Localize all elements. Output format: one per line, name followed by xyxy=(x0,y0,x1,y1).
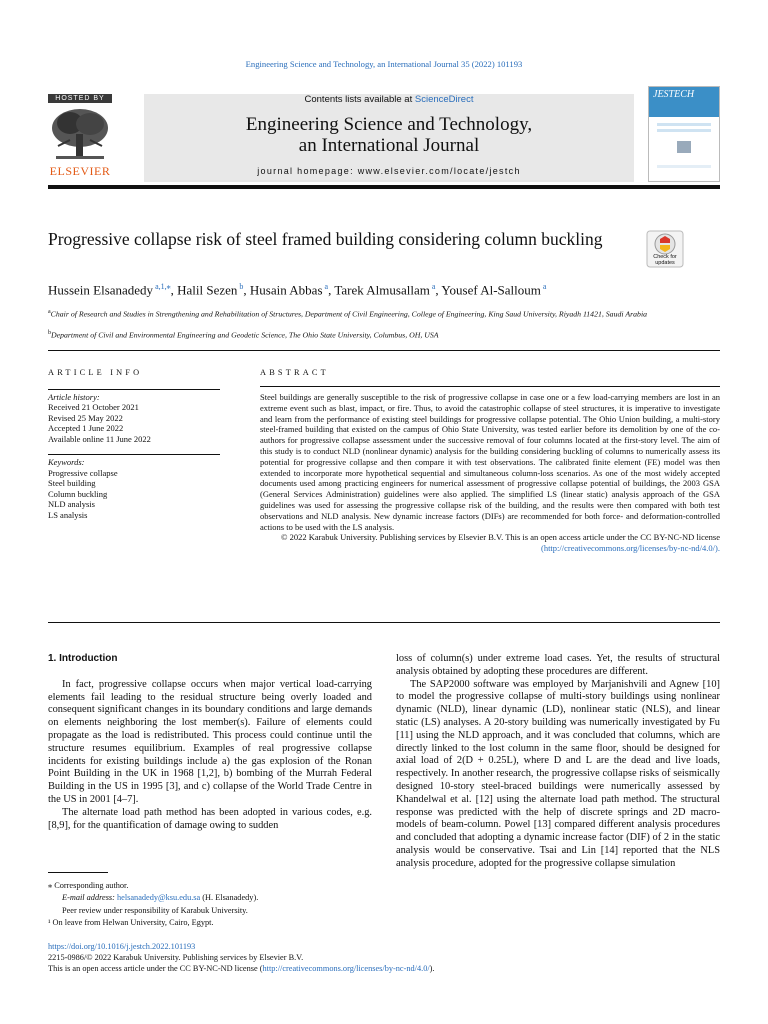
keyword-item: Column buckling xyxy=(48,488,108,499)
doi-link[interactable]: https://doi.org/10.1016/j.jestch.2022.101193 xyxy=(48,942,196,951)
author-name: Halil Sezen xyxy=(177,282,238,298)
intro-paragraph-1: In fact, progressive collapse occurs when major vertical load-carrying elements fail leading to the residual structure being overly loaded and consequent significant changes in its boundary conditions and large demands on elements neighboring the lost member(s). Failure of elements could propagate as the load is redistributed. This process could continue until the structure resumes equilibrium. Examples of real progressive collapse incidents for existing buildings include a) the gas explosion of the Ronan Point Building in the UK in 1968 [1,2], b) bombing of the Murrah Federal Building in the US in 1995 [3], and c) collapse of the World Trade Centre in the US in 2001 [4–7]. xyxy=(48,678,372,805)
history-item: Received 21 October 2021 xyxy=(48,402,139,412)
copyright-line: © 2022 Karabuk University. Publishing services by Elsevier B.V. This is an open access article under the CC BY-NC-ND license (http://creativecommons.org/licenses/by-nc-nd/4.0/). xyxy=(280,532,720,554)
journal-title: Engineering Science and Technology, an International Journal xyxy=(245,114,533,156)
keyword-item: NLD analysis xyxy=(48,499,95,509)
author-name: Husain Abbas xyxy=(249,282,323,298)
cover-art xyxy=(649,117,719,181)
elsevier-wordmark: ELSEVIER xyxy=(49,164,111,178)
license-link[interactable]: (http://creativecommons.org/licenses/by-nc-nd/4.0/). xyxy=(540,543,720,554)
footnote-rule xyxy=(48,872,108,873)
elsevier-tree-logo xyxy=(48,106,112,162)
right-paragraph-2: The SAP2000 software was employed by Marjanishvili and Agnew [10] to model the progressive collapse of multi-story buildings using nonlinear dynamic (NLD), linear dynamic (LD), nonlinear static (NLS), and linear static (LS) analyses. A 20-story building was numerically investigated by Fu [11] using the NLD approach, and it was concluded that columns, which are directly linked to the lost column in the same floor, should be designed for axial load of 2(D + 0.25L), where D and L are the dead and live loads, respectively. In another research, the progressive collapse risks of seismically designed 10-story steel-braced buildings were numerically assessed by Khandelwal et al. [12] using the alternate load path method. The structural response was predicted with the help of discrete springs and 2D macro-models of beam-column. Powel [13] compared different analysis procedures and concluded that adopting a dynamic increase factor (DIF) of 2 in the static analysis would be conservative. Tsai and Lin [14] reported that the NLS analysis procedure, adopted for the progressive collapse simulation xyxy=(396,678,720,869)
journal-banner xyxy=(48,89,720,182)
bottom-matter xyxy=(48,941,720,974)
article-info-heading: ARTICLE INFO xyxy=(48,368,143,377)
author-affiliation-mark[interactable]: a xyxy=(322,282,329,291)
affiliation-rule xyxy=(48,350,720,351)
oa-license-link[interactable]: http://creativecommons.org/licenses/by-nc-nd/4.0/ xyxy=(262,964,430,973)
keyword-item: LS analysis xyxy=(48,509,88,520)
article-info xyxy=(48,368,220,520)
abstract-end-rule xyxy=(48,622,720,623)
author-affiliation-mark[interactable]: a xyxy=(540,282,547,291)
history-item: Revised 25 May 2022 xyxy=(48,412,123,423)
history-list xyxy=(48,402,220,444)
author-affiliation-mark[interactable]: a,1,⁎ xyxy=(153,282,171,291)
issn-line: 2215-0986/© 2022 Karabuk University. Publishing services by Elsevier B.V. xyxy=(48,953,304,962)
homepage-link[interactable]: www.elsevier.com/locate/jestch xyxy=(357,166,521,176)
body-left-column xyxy=(48,653,372,832)
open-access-line: This is an open access article under the CC BY-NC-ND license (http://creativecommons.org/licenses/by-nc-nd/4.0/). xyxy=(48,964,435,973)
history-label: Article history: xyxy=(48,391,100,402)
journal-masthead xyxy=(144,94,634,182)
header-rule xyxy=(48,185,720,189)
affiliation-a: $^a$Chair of Research and Studies in Strengthening and Rehabilitation of Structures, Department of Civil Engineering, College of Engineering, King Saud University, Riyadh 11421, Saudi Arabia xyxy=(48,309,648,319)
sciencedirect-link[interactable]: ScienceDirect xyxy=(414,94,474,105)
on-leave-note: ¹ On leave from Helwan University, Cairo, Egypt. xyxy=(48,918,214,928)
body-right-column xyxy=(396,653,720,871)
info-rule-top xyxy=(48,389,220,390)
author-list: Hussein Elsanadedy $^{a,1,⁎}$, Halil Sezen $^b$, Husain Abbas $^a$, Tarek Almusallam $^a$, Yousef Al-Salloum $^a$ xyxy=(48,282,547,298)
affiliation-b: $^b$Department of Civil and Environmental Engineering and Geodetic Science, The Ohio State University, Columbus, OH, USA xyxy=(48,330,439,340)
author-name: Tarek Almusallam xyxy=(334,282,430,298)
right-paragraph-1: loss of column(s) under extreme load cases. Yet, the results of structural analysis obtained by adopting these procedures are different. xyxy=(396,653,720,677)
crossmark-label: Check for updates xyxy=(653,254,677,266)
cover-title: JESTECH xyxy=(649,87,719,117)
check-for-updates-badge[interactable] xyxy=(646,230,684,268)
contents-line: Contents lists available at ScienceDirect xyxy=(304,94,474,105)
keyword-item: Progressive collapse xyxy=(48,467,118,478)
history-item: Available online 11 June 2022 xyxy=(48,433,151,444)
footnotes xyxy=(48,880,368,930)
abstract-rule xyxy=(260,386,720,387)
author-name: Yousef Al-Salloum xyxy=(441,282,541,298)
email-link[interactable]: helsanadedy@ksu.edu.sa xyxy=(117,893,201,903)
article-title: Progressive collapse risk of steel framed building considering column buckling xyxy=(48,229,603,249)
keyword-item: Steel building xyxy=(48,478,96,488)
corresponding-author-note: ⁎ Corresponding author. xyxy=(48,881,129,890)
history-item: Accepted 1 June 2022 xyxy=(48,423,124,433)
hosted-by-label: HOSTED BY xyxy=(48,94,112,103)
abstract-body xyxy=(260,392,720,554)
email-note: E-mail address: helsanadedy@ksu.edu.sa (H. Elsanadedy). xyxy=(62,893,259,903)
author-name: Hussein Elsanadedy xyxy=(48,282,154,298)
abstract-text: Steel buildings are generally susceptible to the risk of progressive collapse in case one or a few load-carrying members are lost in an extreme event such as blast, impact, or fire. Thus, to avoid the catastrophic collapse of steel structures, it is imperative to investigate and learn from the performance of existing steel buildings for progressive collapse potential. The Ohio Union building, a multi-story steel-framed building that existed on the campus of Ohio State University, was tested earlier before its demolition by one of the co-authors for progressive collapse assessment under the successive removal of four columns located at the first-story level. The aim of this study is to conduct NLD (nonlinear dynamic) analysis for the building considering buckling of columns to numerically assess its potential for progressive collapse and then compare it with test observations. The calibrated finite element (FE) model was then extended to incorporate more hypothetical sequential and simultaneous column-loss scenarios. As one of the most widely accepted documents used among practicing engineers for numerical assessment of progressive collapse potential of buildings, the 2003 GSA (General Services Administration) guidelines were also applied. The simplified LS (linear static) analysis approach of the GSA guidelines was used for assessing the progressive collapse risk of the building, and the results were then compared with both test observations and NLD analysis. New dynamic increase factors (DIFs) are recommended for both force- and deformation-controlled actions to be used with the LS analysis. xyxy=(260,392,720,532)
peer-review-note: Peer review under responsibility of Karabuk University. xyxy=(62,905,248,915)
section-heading-introduction: 1. Introduction xyxy=(48,653,118,664)
keywords-list xyxy=(48,468,220,521)
keywords-label: Keywords: xyxy=(48,457,85,467)
journal-cover-thumbnail xyxy=(648,86,720,182)
author-affiliation-mark[interactable]: b xyxy=(237,282,244,291)
author-affiliation-mark[interactable]: a xyxy=(429,282,436,291)
abstract-heading: ABSTRACT xyxy=(260,368,329,377)
info-rule-mid xyxy=(48,454,220,455)
intro-paragraph-2: The alternate load path method has been adopted in various codes, e.g. [8,9], for the quantification of damage owing to sudden xyxy=(48,806,372,831)
journal-homepage: journal homepage: www.elsevier.com/locate/jestch xyxy=(257,166,521,176)
running-head[interactable]: Engineering Science and Technology, an International Journal 35 (2022) 101193 xyxy=(245,59,523,69)
